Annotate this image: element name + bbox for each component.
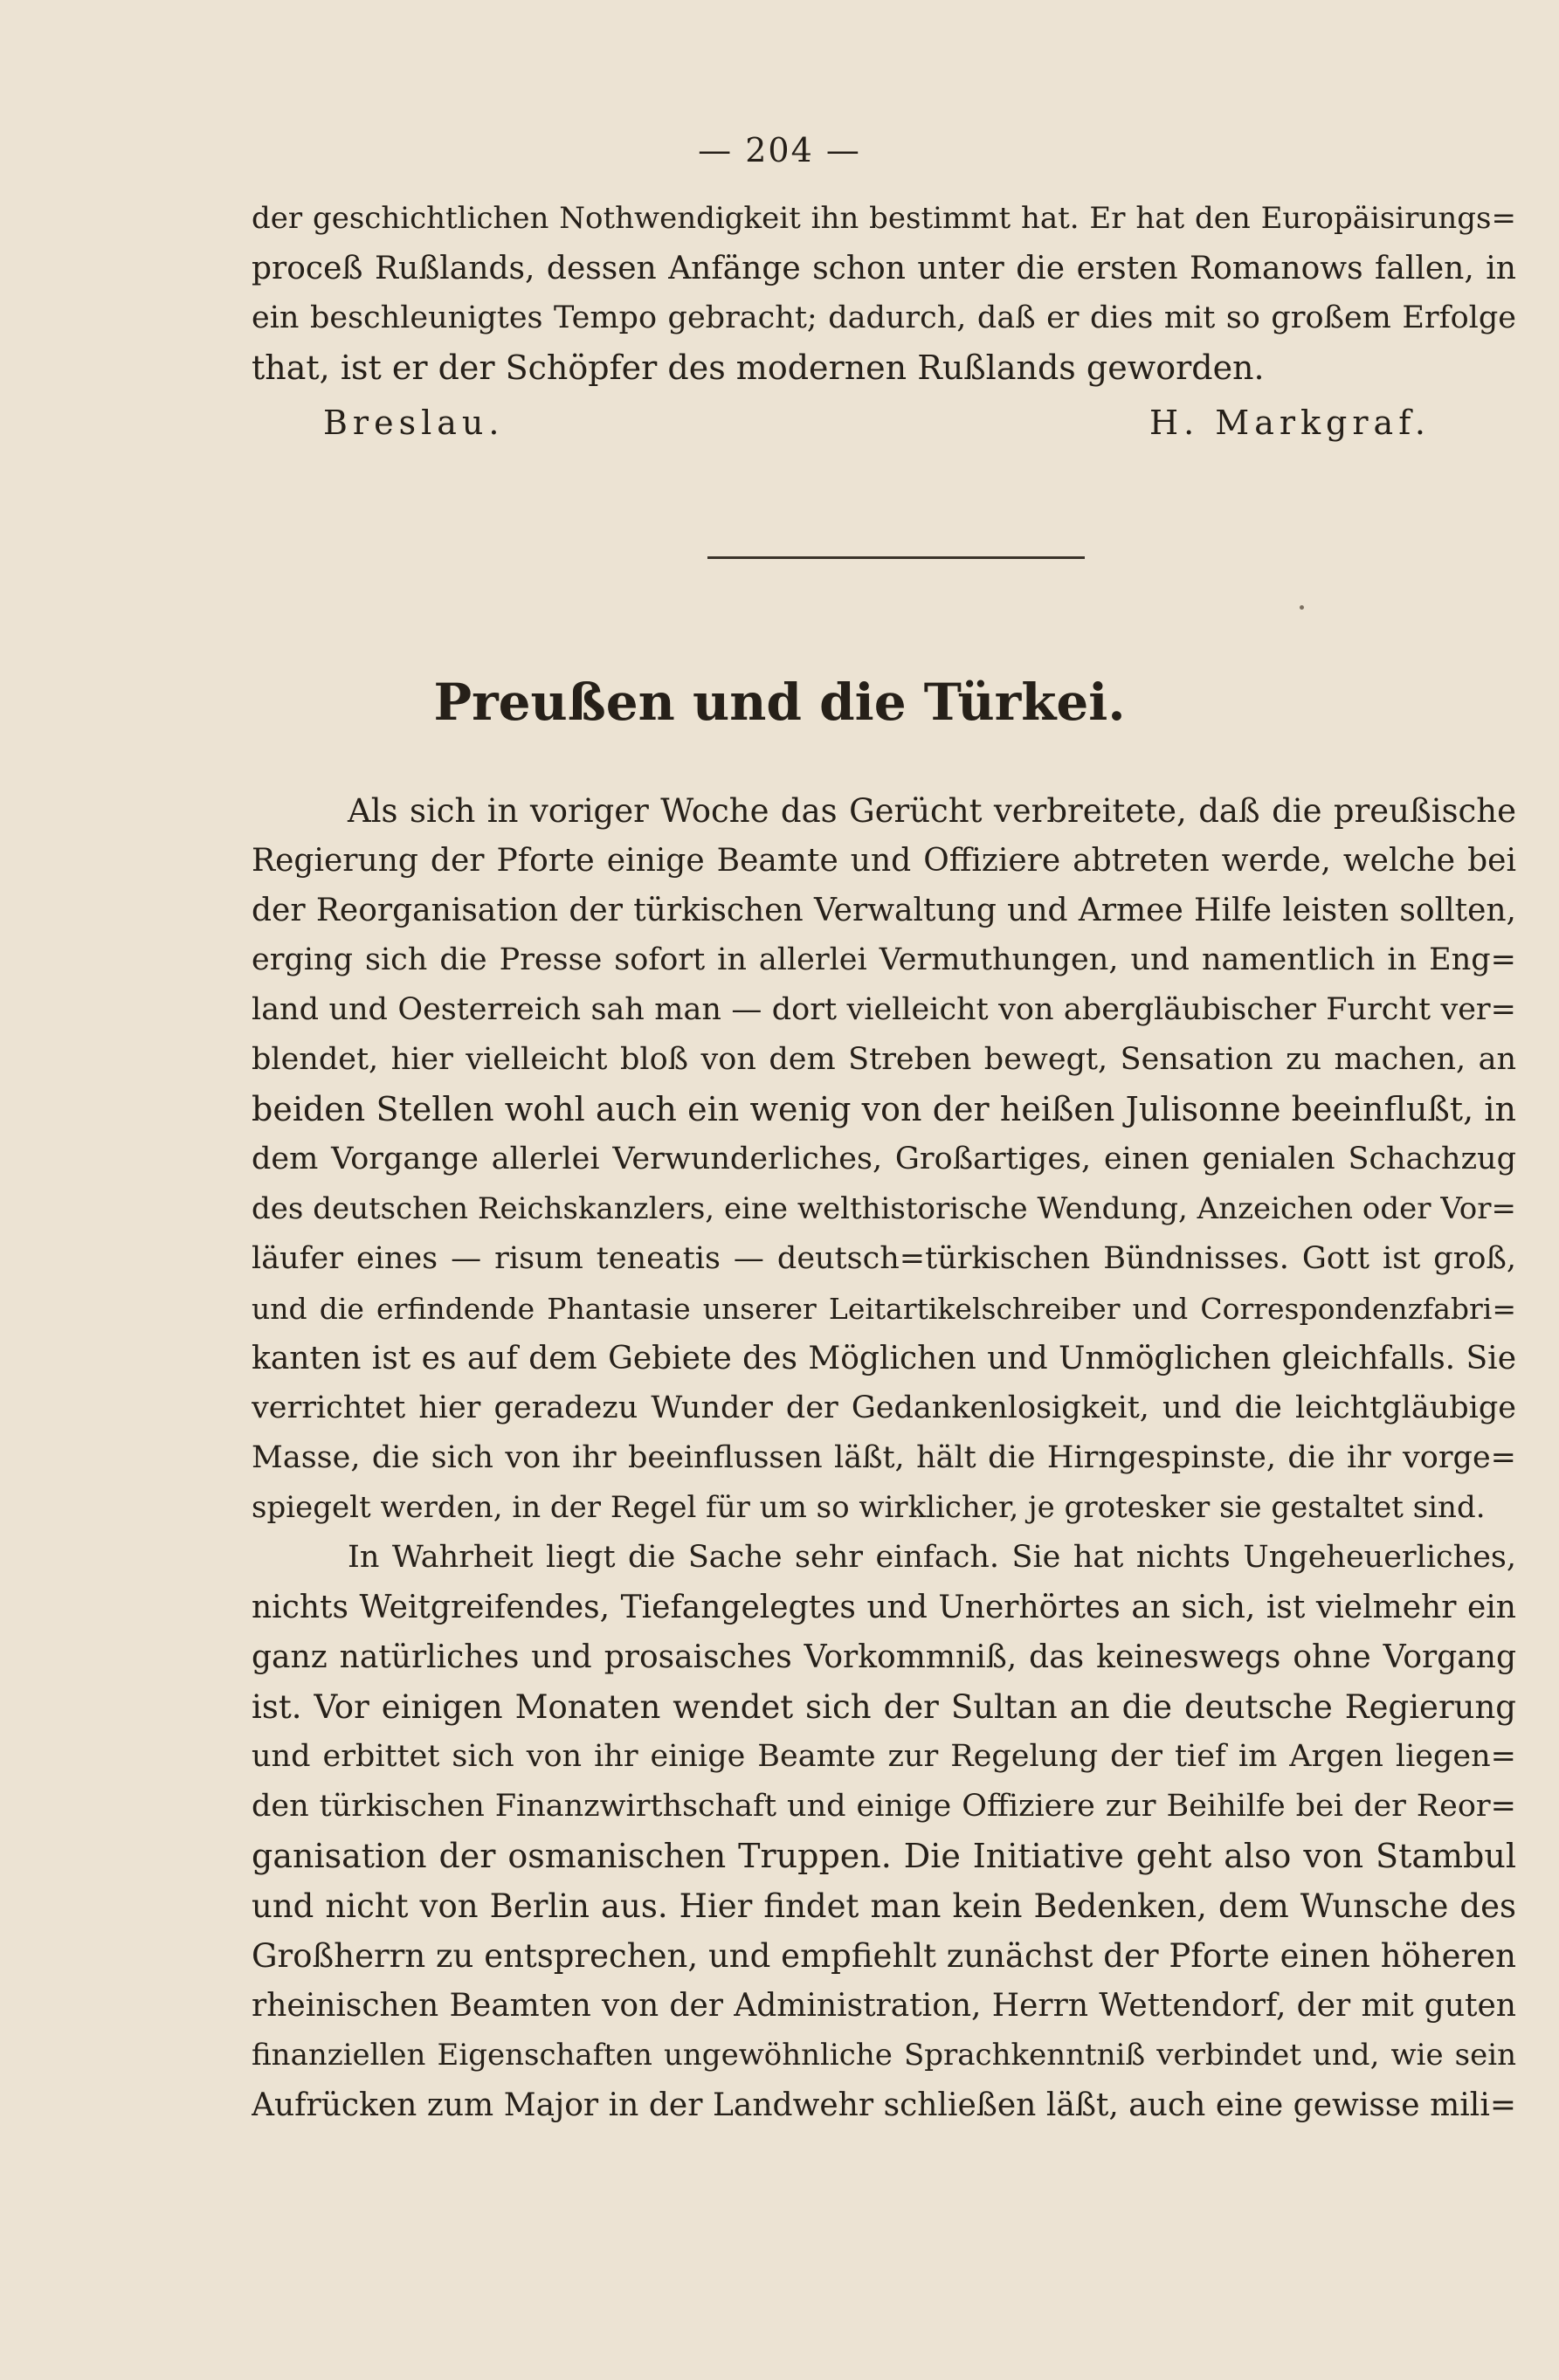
- signature-author: H. Markgraf.: [1149, 404, 1431, 442]
- text-line: der geschichtlichen Nothwendigkeit ihn bestimmt hat. Er hat den Europäisirungs=: [252, 201, 1516, 236]
- text-line: der Reorganisation der türkischen Verwaltung und Armee Hilfe leisten sollten,: [252, 893, 1516, 928]
- text-line: den türkischen Finanzwirthschaft und einige Offiziere zur Beihilfe bei der Reor=: [252, 1789, 1516, 1824]
- text-line: dem Vorgange allerlei Verwunderliches, Großartiges, einen genialen Schachzug: [252, 1142, 1516, 1176]
- text-line: und die erfindende Phantasie unserer Leitartikelschreiber und Correspondenzfabri=: [252, 1292, 1516, 1326]
- paper-speck: [1300, 605, 1304, 610]
- text-line: Als sich in voriger Woche das Gerücht verbreitete, daß die preußische: [348, 792, 1516, 830]
- text-line: Aufrücken zum Major in der Landwehr schließen läßt, auch eine gewisse mili=: [252, 2087, 1516, 2123]
- text-line: verrichtet hier geradezu Wunder der Gedankenlosigkeit, und die leichtgläubige: [252, 1390, 1516, 1425]
- text-line: ist. Vor einigen Monaten wendet sich der Sultan an die deutsche Regierung: [252, 1688, 1516, 1726]
- text-line: erging sich die Presse sofort in allerlei Vermuthungen, und namentlich in Eng=: [252, 942, 1516, 977]
- text-line: und nicht von Berlin aus. Hier findet man kein Bedenken, dem Wunsche des: [252, 1887, 1516, 1925]
- section-divider: [707, 556, 1085, 559]
- signature: [323, 404, 1431, 442]
- text-line: land und Oesterreich sah man — dort vielleicht von abergläubischer Furcht ver=: [252, 992, 1516, 1027]
- text-line: und erbittet sich von ihr einige Beamte zur Regelung der tief im Argen liegen=: [252, 1739, 1516, 1774]
- text-line: spiegelt werden, in der Regel für um so wirklicher, je grotesker sie gestaltet sind.: [252, 1490, 1486, 1525]
- text-line: proceß Rußlands, dessen Anfänge schon unter die ersten Romanows fallen, in: [252, 251, 1516, 286]
- signature-place: Breslau.: [323, 404, 505, 442]
- article-title: Preußen und die Türkei.: [433, 673, 1126, 732]
- text-line: Großherrn zu entsprechen, und empfiehlt zunächst der Pforte einen höheren: [252, 1937, 1516, 1975]
- text-line: des deutschen Reichskanzlers, eine welthistorische Wendung, Anzeichen oder Vor=: [252, 1191, 1516, 1226]
- intro-paragraph: [252, 194, 1516, 393]
- text-line: Masse, die sich von ihr beeinflussen läßt, hält die Hirngespinste, die ihr vorge=: [252, 1440, 1516, 1475]
- text-line: kanten ist es auf dem Gebiete des Möglichen und Unmöglichen gleichfalls. Sie: [252, 1341, 1516, 1376]
- text-line: nichts Weitgreifendes, Tiefangelegtes und Unerhörtes an sich, ist vielmehr ein: [252, 1590, 1516, 1625]
- text-line: ganisation der osmanischen Truppen. Die Initiative geht also von Stambul: [252, 1837, 1516, 1875]
- text-line: läufer eines — risum teneatis — deutsch=türkischen Bündnisses. Gott ist groß,: [252, 1241, 1516, 1276]
- text-line: ein beschleunigtes Tempo gebracht; dadurch, daß er dies mit so großem Erfolge: [252, 300, 1516, 335]
- text-line: In Wahrheit liegt die Sache sehr einfach. Sie hat nichts Ungeheuerliches,: [348, 1540, 1516, 1575]
- page-number: — 204 —: [698, 131, 861, 169]
- text-line: finanziellen Eigenschaften ungewöhnliche Sprachkenntniß verbindet und, wie sein: [252, 2038, 1516, 2073]
- text-line: beiden Stellen wohl auch ein wenig von der heißen Julisonne beeinflußt, in: [252, 1090, 1516, 1128]
- text-line: Regierung der Pforte einige Beamte und Offiziere abtreten werde, welche bei: [252, 843, 1516, 879]
- text-line: that, ist er der Schöpfer des modernen Rußlands geworden.: [252, 348, 1265, 387]
- text-line: rheinischen Beamten von der Administration, Herrn Wettendorf, der mit guten: [252, 1988, 1516, 2024]
- text-line: ganz natürliches und prosaisches Vorkommniß, das keineswegs ohne Vorgang: [252, 1639, 1516, 1675]
- article-body: [252, 786, 1516, 2130]
- text-line: blendet, hier vielleicht bloß von dem Streben bewegt, Sensation zu machen, an: [252, 1042, 1516, 1077]
